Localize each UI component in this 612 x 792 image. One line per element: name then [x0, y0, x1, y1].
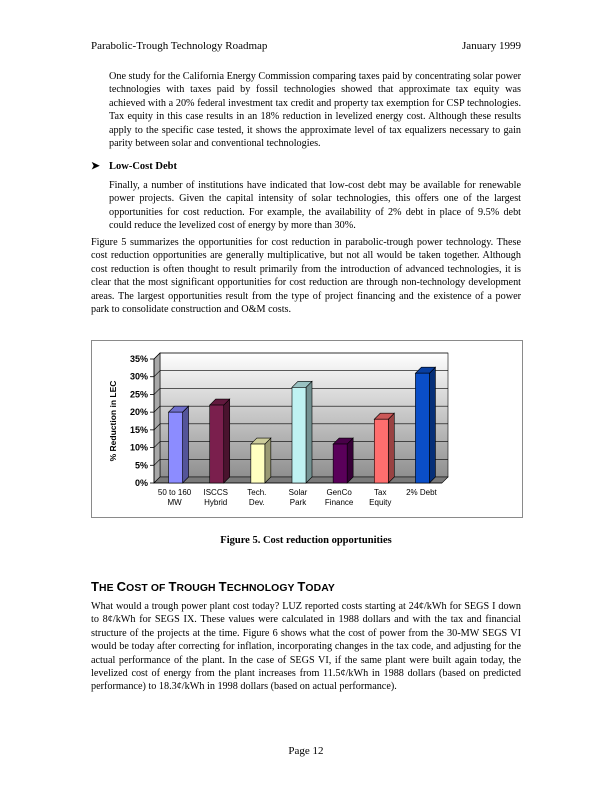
running-header-title: Parabolic-Trough Technology Roadmap	[91, 40, 268, 52]
x-category-label: Tax	[374, 488, 387, 497]
x-category-label: Tech.	[247, 488, 267, 497]
y-axis-label: % Reduction in LEC	[108, 380, 118, 462]
bar-side-0	[183, 406, 189, 483]
bar-side-6	[429, 367, 435, 483]
bar-side-5	[388, 413, 394, 483]
chart-side-wall	[154, 353, 160, 483]
x-category-label: Hybrid	[204, 498, 228, 507]
paragraph-low-cost-debt: Finally, a number of institutions have indicated that low-cost debt may be available for renewable power projects. Given the capital intensity of solar technologies, this offers one of the largest opportunities for cost reduction. For example, the availability of 2% debt in place of 9.5% debt could reduce the levelized cost of energy by more than 30%.	[109, 180, 521, 232]
bar-side-3	[306, 381, 312, 483]
y-tick-label: 30%	[129, 371, 148, 382]
section-heading-part: C	[116, 579, 127, 594]
bar-side-1	[224, 399, 230, 483]
running-header-date: January 1999	[462, 40, 521, 52]
bar-6	[415, 373, 429, 483]
section-heading-part: T	[91, 579, 100, 594]
y-tick-label: 20%	[129, 407, 148, 418]
x-category-label: Park	[289, 498, 307, 507]
paragraph-tax-equity: One study for the California Energy Commission comparing taxes paid by concentrating solar power technologies with taxes paid by fossil technologies showed that approximate tax equity was achieved with a 20% federal investment tax credit and property tax exemption for CSP technologies. Tax equity in this case results in an 18% reduction in levelized energy cost. Although these results apply to the specific case tested, it shows the approximate level of tax equalizers necessary to gain parity between solar and conventional technologies.	[109, 71, 521, 150]
section-heading-part: OST OF	[126, 583, 169, 594]
figure-caption: Figure 5. Cost reduction opportunities	[220, 535, 392, 546]
y-tick-label: 5%	[134, 460, 148, 471]
x-category-label: Dev.	[248, 498, 265, 507]
bar-3	[292, 387, 306, 483]
section-heading-part: T	[168, 579, 177, 594]
arrow-bullet-icon: ➤	[91, 161, 100, 172]
x-category-label: Equity	[369, 498, 392, 507]
figure-5-chart	[91, 340, 523, 518]
section-heading-part: ECHNOLOGY	[226, 583, 298, 594]
bullet-heading	[91, 160, 177, 172]
bar-0	[169, 412, 183, 483]
y-tick-label: 15%	[129, 424, 148, 435]
x-category-label: Finance	[324, 498, 354, 507]
section-heading	[91, 579, 335, 594]
bar-1	[210, 405, 224, 483]
paragraph-trough-cost: What would a trough power plant cost today? LUZ reported costs starting at 24¢/kWh for SEGS I down to 8¢/kWh for SEGS IX. These values were calculated in 1988 dollars and with the tax and financial structure of the projects at the time. Figure 6 shows what the cost of power from the 30-MW SEGS VI would be today after correcting for inflation, incorporating changes in the tax code, and adjusting for the actual performance of the plant. In the case of SEGS VI, if the same plant were built again today, the levelized cost of energy from the plant increases from 11.5¢/kWh in 1988 dollars (based on predicted performance) to 18.3¢/kWh in 1998 dollars (based on actual performance).	[91, 601, 521, 693]
page-number: Page 12	[288, 745, 324, 757]
section-heading-part: T	[218, 579, 227, 594]
x-category-label: MW	[167, 498, 182, 507]
bar-4	[333, 444, 347, 483]
y-tick-label: 25%	[129, 389, 148, 400]
bar-2	[251, 444, 265, 483]
paragraph-figure-summary: Figure 5 summarizes the opportunities for cost reduction in parabolic-trough power technology. These cost reduction opportunities are generally multiplicative, but not all would be taken together. Although cost reduction is often thought to result primarily from the introduction of advanced technologies, it is clear that the most significant opportunities for cost reduction are through non-technology development areas. The largest opportunities result from the type of project financing and the existence of a power park to consolidate construction and O&M costs.	[91, 237, 521, 316]
bar-5	[374, 419, 388, 483]
section-heading-part: ODAY	[305, 583, 335, 594]
section-heading-part: ROUGH	[176, 583, 219, 594]
section-heading-part: T	[297, 579, 306, 594]
x-category-label: 50 to 160	[157, 488, 192, 497]
y-tick-label: 10%	[129, 442, 148, 453]
bullet-heading-label: Low-Cost Debt	[109, 161, 177, 172]
cost-reduction-chart	[92, 341, 522, 517]
x-category-label: ISCCS	[203, 488, 228, 497]
y-tick-label: 35%	[129, 354, 148, 364]
bar-side-4	[347, 438, 353, 483]
y-tick-label: 0%	[134, 478, 148, 488]
x-category-label: Solar	[288, 488, 308, 497]
section-heading-part: HE	[99, 583, 117, 594]
x-category-label: GenCo	[326, 488, 352, 497]
x-category-label: 2% Debt	[406, 488, 437, 497]
bar-side-2	[265, 438, 271, 483]
